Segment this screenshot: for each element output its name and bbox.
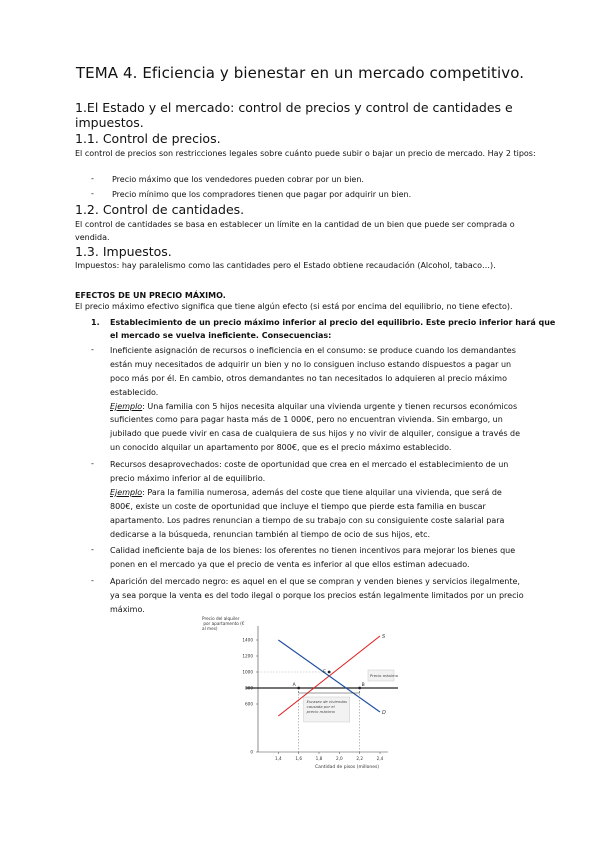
series-label-S: S [382,634,386,640]
item-number: 1. [91,318,100,327]
y-tick-label: 1200 [242,653,253,659]
list-item: Precio máximo que los vendedores pueden cobrar por un bien. [112,175,364,184]
point-A [297,687,300,690]
bullet4-line: ya sea porque la venta es del todo ilegal o porque los precios están legalmente limitados por un precio [110,591,524,600]
y-tick-label: 600 [245,701,253,707]
bullet1-line: poco más por él. En cambio, otros demandantes no tan necesitados lo adquieren al precio máximo [110,374,507,383]
point-B [358,687,361,690]
x-axis-label: Cantidad de pisos (millones) [315,765,380,770]
x-tick-label: 2,4 [376,756,384,761]
list-dash: - [91,189,94,198]
point-E [328,671,331,674]
bullet2-line: Recursos desaprovechados: coste de oportunidad que crea en el mercado el establecimiento de un [110,460,509,469]
y-axis-label: Precio del alquiler por apartamento (€ al mes) [202,616,246,631]
list-item: Precio mínimo que los compradores tienen que pagar por adquirir un bien. [112,190,412,199]
example1-line: suficientes como para pagar hasta más de 1 000€, pero no encuentran vivienda. Sin embargo, un [110,415,503,424]
list-dash: - [91,345,94,354]
y-tick-label: 1400 [242,637,253,643]
y-tick-label: 0 [250,749,253,755]
example-label: Ejemplo [110,488,143,497]
point-label-A: A [292,683,296,688]
bullet1-line: están muy necesitados de adquirir un bien y no lo consiguen incluso estando dispuestos a pagar un [110,360,512,369]
section-1-3-text: Impuestos: hay paralelismo como las cantidades pero el Estado obtiene recaudación (Alcohol, tabaco…). [75,261,496,270]
point-label-E: E [323,670,327,675]
efectos-heading: EFECTOS DE UN PRECIO MÁXIMO. [75,291,226,300]
x-tick-label: 2,2 [356,756,364,761]
example-label: Ejemplo [110,402,143,411]
bullet2-line: precio máximo inferior al de equilibrio. [110,474,266,483]
example2-line: Ejemplo: Para la familia numerosa, además del coste que tiene alquilar una vivienda, que será de [110,488,502,497]
section-1-1-heading: 1.1. Control de precios. [75,131,221,146]
ceiling-annotation: Precio máximo [370,673,399,678]
y-tick-label: 1000 [242,669,253,675]
x-tick-label: 2,0 [335,756,343,761]
bullet4-line: Aparición del mercado negro: es aquel en el que se compran y venden bienes y servicios ilegalmente, [110,577,520,586]
list-dash: - [91,459,94,468]
example1-line: un conocido alquilar un apartamento por 800€, que es el precio máximo establecido. [110,443,452,452]
bullet3-line: ponen en el mercado ya que el precio de venta es inferior al que ellos estiman adecuado. [110,560,470,569]
example1-line: jubilado que puede vivir en casa de cualquiera de sus hijos y no vivir de alquiler, consigue a través de [110,429,521,438]
section-1-heading: 1.El Estado y el mercado: control de precios y control de cantidades e impuestos. [75,100,513,130]
x-tick-label: 1,6 [295,756,303,761]
y-tick-label: 800 [245,685,253,691]
page-title: TEMA 4. Eficiencia y bienestar en un mercado competitivo. [75,64,525,82]
bullet1-line: establecido. [110,388,159,397]
list-dash: - [91,545,94,554]
example1-line: Ejemplo: Una familia con 5 hijos necesita alquilar una vivienda urgente y tienen recursos económicos [110,402,518,411]
series-label-D: D [382,710,386,716]
x-tick-label: 1,8 [315,756,323,761]
item1-line: el mercado se vuelva ineficiente. Consecuencias: [110,331,332,340]
list-dash: - [91,576,94,585]
x-tick-label: 1,4 [274,756,282,761]
bullet4-line: máximo. [110,605,145,614]
section-1-1-text: El control de precios son restricciones legales sobre cuánto puede subir o bajar un precio de mercado. Hay 2 tipos: [75,149,536,158]
efectos-intro: El precio máximo efectivo significa que tiene algún efecto (si está por encima del equilibrio, no tiene efecto). [75,302,513,311]
list-dash: - [91,174,94,183]
section-1-3-heading: 1.3. Impuestos. [75,244,172,259]
bullet1-line: Ineficiente asignación de recursos o ineficiencia en el consumo: se produce cuando los demandantes [110,346,516,355]
section-1-2-text: El control de cantidades se basa en establecer un límite en la cantidad de un bien que puede ser comprada o vendida. [75,220,515,242]
example2-line: apartamento. Los padres renuncian a tiempo de su trabajo con su consiguiente coste salarial para [110,516,505,525]
bullet3-line: Calidad ineficiente baja de los bienes: los oferentes no tienen incentivos para mejorar los bienes que [110,546,516,555]
point-label-B: B [361,683,365,688]
item1-line: Establecimiento de un precio máximo inferior al precio del equilibrio. Este precio inferior hará que [110,318,556,327]
example2-line: dedicarse a la búsqueda, renuncian también al tiempo de ocio de sus hijos, etc. [110,530,431,539]
section-1-2-heading: 1.2. Control de cantidades. [75,202,245,217]
price-ceiling-chart [200,612,410,772]
shortage-annotation: Escasez de viviendas causada por el precio máximo [306,699,347,714]
example2-line: 800€, existe un coste de oportunidad que incluye el tiempo que pierde esta familia en buscar [110,502,486,511]
